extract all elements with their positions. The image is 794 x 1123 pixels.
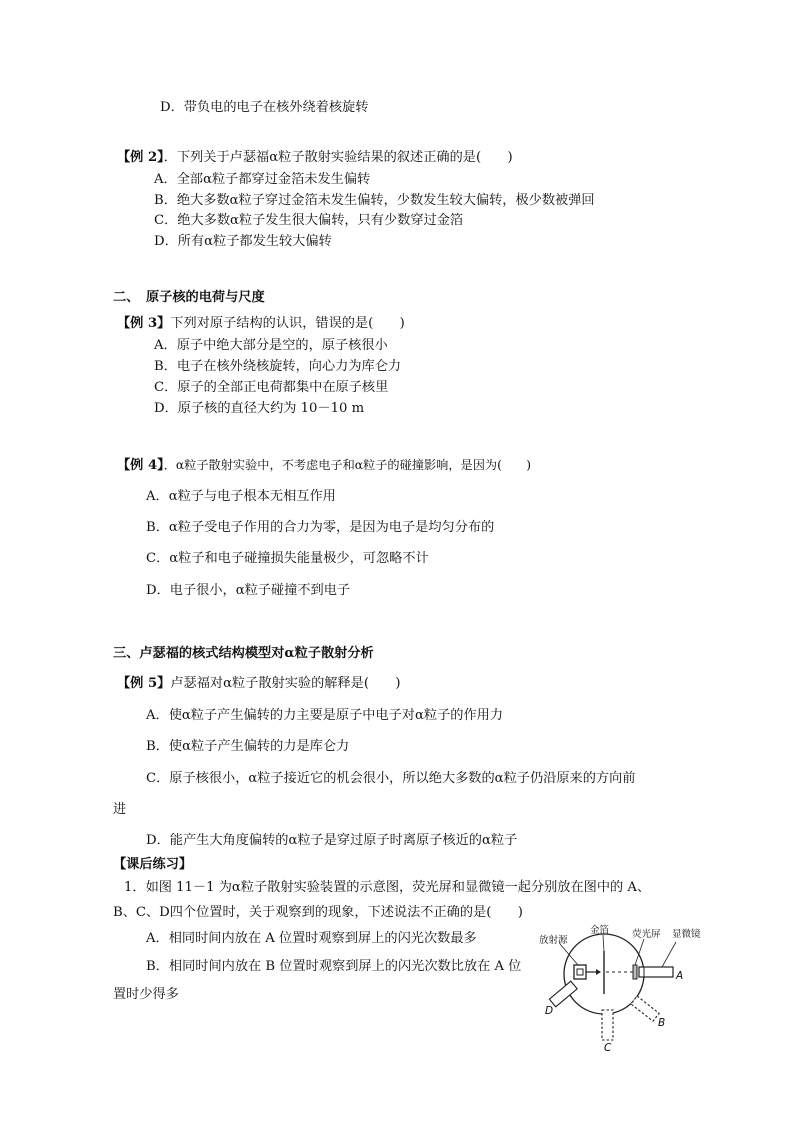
label-screen: 荧光屏 [632,929,661,940]
example-4-option-c: C．α粒子和电子碰撞损失能量极少，可忽略不计 [146,551,429,566]
fluorescent-screen [633,965,637,979]
example-5-stem: 卢瑟福对α粒子散射实验的解释是( ) [170,676,401,691]
position-c-microscope [602,1010,613,1040]
example-2-option-b: B．绝大多数α粒子穿过金箔未发生偏转，少数发生较大偏转，极少数被弹回 [154,193,595,208]
example-4 [117,456,531,475]
example-2-stem: ．下列关于卢瑟福α粒子散射实验结果的叙述正确的是( ) [163,150,513,165]
example-3-option-c: C．原子的全部正电荷都集中在原子核里 [154,380,389,395]
label-source: 放射源 [539,935,568,946]
practice-1-line-1: 1．如图 11－1 为α粒子散射实验装置的示意图，荧光屏和显微镜一起分别放在图中的 A、 [124,880,651,895]
example-4-stem: ．α粒子散射实验中，不考虑电子和α粒子的碰撞影响，是因为( ) [163,458,531,472]
label-position-a: A [676,970,684,982]
q1-option-d: D．带负电的电子在核外绕着核旋转 [160,100,369,115]
example-5-tag: 【例 5】 [117,676,171,691]
example-2 [117,149,513,167]
example-3-option-d: D．原子核的直径大约为 10－10 m [154,401,365,416]
practice-1-option-a: A．相同时间内放在 A 位置时观察到屏上的闪光次数最多 [146,931,477,946]
source-inner [577,969,583,975]
scattering-apparatus-diagram [530,922,726,1054]
example-5-option-d: D．能产生大角度偏转的α粒子是穿过原子时离原子核近的α粒子 [146,833,518,848]
leader-foil [603,935,604,952]
example-2-tag: 【例 2】 [117,150,164,165]
practice-1-option-b-line-2: 置时少得多 [113,987,179,1002]
example-3-tag: 【例 3】 [117,316,171,331]
example-3 [117,315,405,333]
section-2-heading: 二、 原子核的电荷与尺度 [113,290,265,305]
example-2-option-a: A．全部α粒子都穿过金箔未发生偏转 [154,172,371,187]
example-3-option-a: A．原子中绝大部分是空的，原子核很小 [154,338,388,353]
label-microscope: 显微镜 [672,929,701,940]
example-2-option-d: D．所有α粒子都发生较大偏转 [154,234,332,249]
example-5-option-c-line-1: C．原子核很小，α粒子接近它的机会很小，所以绝大多数的α粒子仍沿原来的方向前 [146,771,636,786]
position-b-microscope [631,996,659,1021]
example-5-option-c-line-2: 进 [113,802,127,817]
label-position-d: D [545,1005,554,1017]
example-5-option-b: B．使α粒子产生偏转的力是库仑力 [146,739,350,754]
example-2-option-c: C．绝大多数α粒子发生很大偏转，只有少数穿过金箔 [154,213,464,228]
label-position-c: C [604,1042,612,1054]
example-4-option-d: D．电子很小，α粒子碰撞不到电子 [146,583,351,598]
label-foil: 金箔 [590,925,610,936]
section-3-heading: 三、卢瑟福的核式结构模型对α粒子散射分析 [113,646,374,661]
example-3-option-b: B．电子在核外绕核旋转，向心力为库仑力 [154,359,402,374]
practice-1-option-b-line-1: B．相同时间内放在 B 位置时观察到屏上的闪光次数比放在 A 位 [146,959,522,974]
practice-heading: 【课后练习】 [113,857,193,872]
example-5 [117,675,401,693]
leader-source [560,944,578,965]
label-position-b: B [658,1017,666,1029]
position-d-microscope [549,981,577,1007]
example-4-option-b: B．α粒子受电子作用的合力为零，是因为电子是均匀分布的 [146,520,495,535]
leader-microscope [662,942,676,967]
example-3-stem: 下列对原子结构的认识，错误的是( ) [170,316,405,331]
example-4-tag: 【例 4】 [117,458,164,473]
example-5-option-a: A．使α粒子产生偏转的力主要是原子中电子对α粒子的作用力 [146,708,504,723]
practice-1-line-2: B、C、D四个位置时，关于观察到的现象，下述说法不正确的是( ) [113,905,523,920]
leader-screen [635,939,644,965]
example-4-option-a: A．α粒子与电子根本无相互作用 [146,489,336,504]
beam-arrow [596,969,601,975]
